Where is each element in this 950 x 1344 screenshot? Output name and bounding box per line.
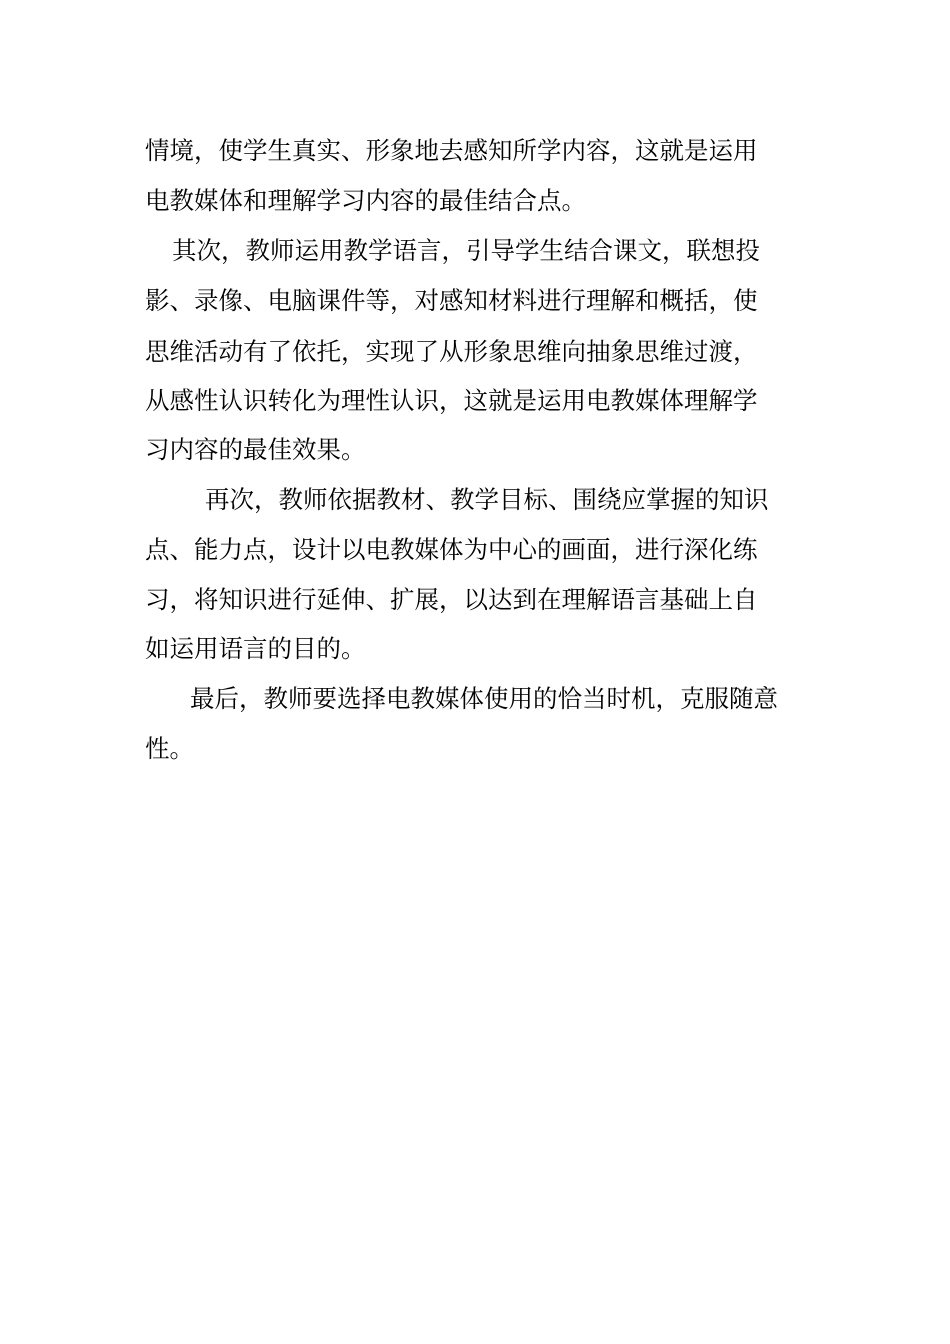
text-line-1: 情境，使学生真实、形象地去感知所学内容，这就是运用 — [145, 136, 758, 165]
text-line-10: 习，将知识进行延伸、扩展，以达到在理解语言基础上自 — [145, 585, 758, 614]
text-line-5: 思维活动有了依托，实现了从形象思维向抽象思维过渡， — [145, 337, 758, 366]
text-line-2: 电教媒体和理解学习内容的最佳结合点。 — [145, 186, 586, 215]
text-line-12: 最后，教师要选择电教媒体使用的恰当时机，克服随意 — [190, 684, 778, 713]
text-line-13: 性。 — [145, 734, 194, 763]
text-line-11: 如运用语言的目的。 — [145, 634, 366, 663]
text-line-7: 习内容的最佳效果。 — [145, 435, 366, 464]
text-line-6: 从感性认识转化为理性认识，这就是运用电教媒体理解学 — [145, 386, 758, 415]
text-line-4: 影、录像、电脑课件等，对感知材料进行理解和概括，使 — [145, 286, 758, 315]
text-line-9: 点、能力点，设计以电教媒体为中心的画面，进行深化练 — [145, 535, 758, 564]
text-line-3: 其次，教师运用教学语言，引导学生结合课文，联想投 — [172, 236, 760, 265]
text-line-8: 再次，教师依据教材、教学目标、围绕应掌握的知识 — [205, 485, 769, 514]
